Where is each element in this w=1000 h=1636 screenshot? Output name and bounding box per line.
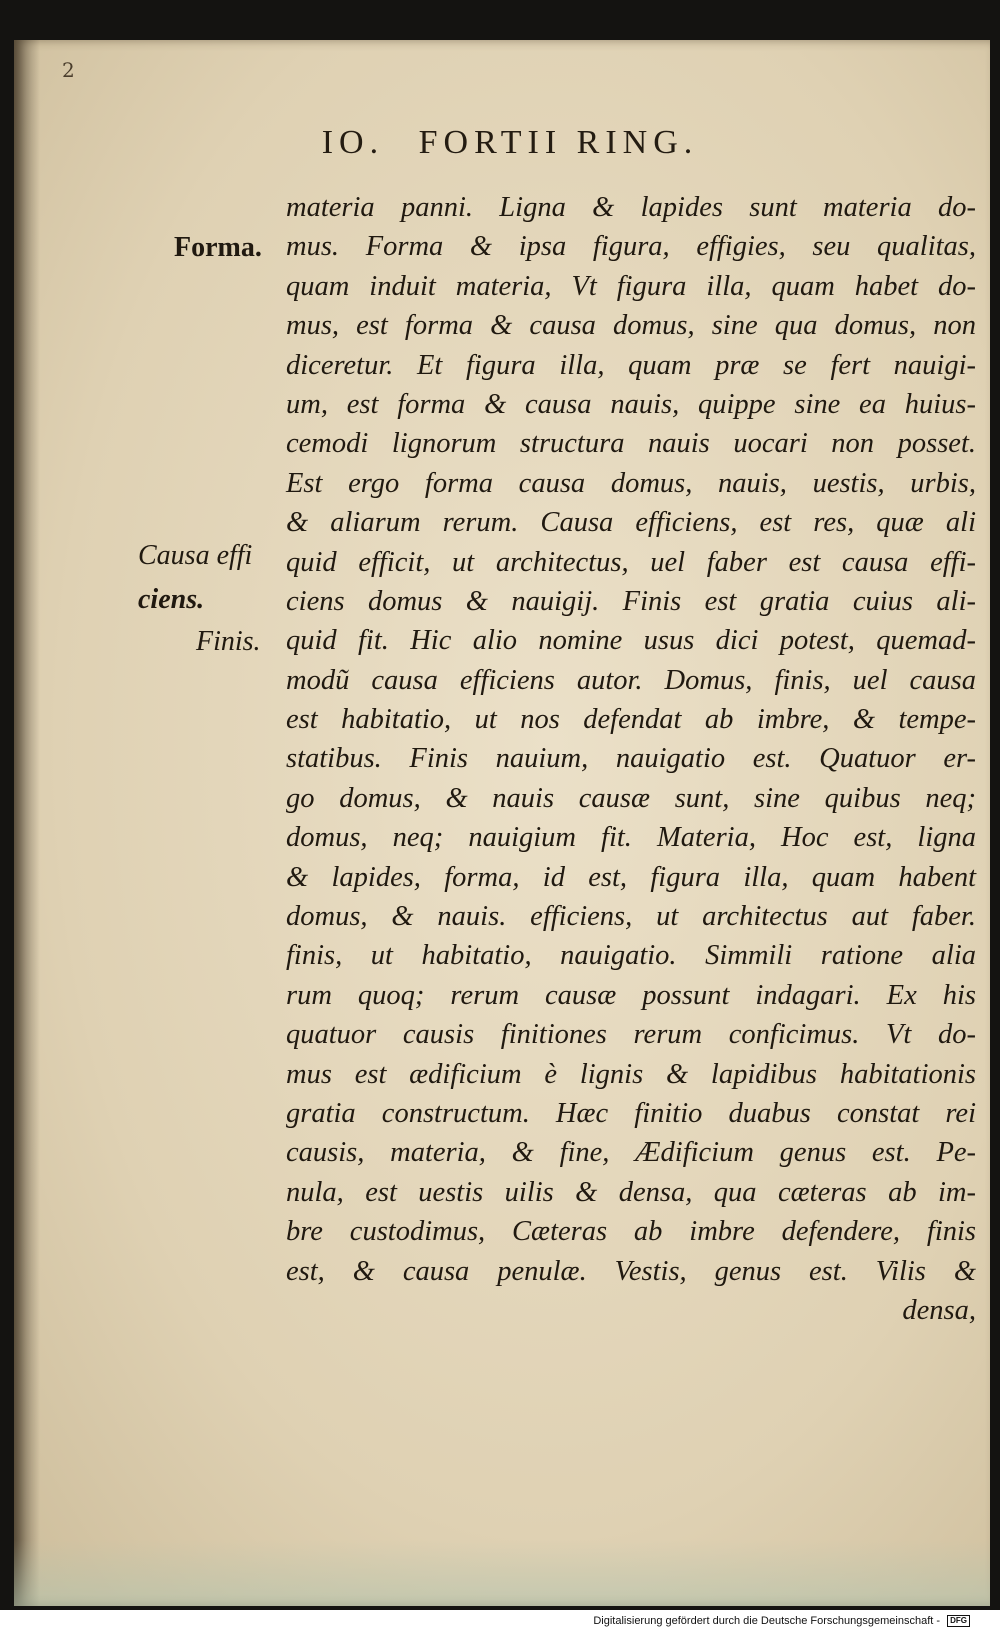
text-line: mus est ædificium è lignis & lapidibus habitationis bbox=[286, 1058, 976, 1090]
text-line: materia panni. Ligna & lapides sunt materia do- bbox=[286, 192, 976, 223]
text-line: nula, est uestis uilis & densa, qua cæteras ab im- bbox=[286, 1176, 976, 1208]
marginal-note-causa-line1: Causa effi bbox=[138, 540, 253, 571]
text-line: diceretur. Et figura illa, quam præ se fert nauigi- bbox=[286, 349, 976, 381]
text-line: quatuor causis finitiones rerum conficimus. Vt do- bbox=[286, 1019, 976, 1051]
marginal-note-finis: Finis. bbox=[196, 626, 261, 657]
catchword: densa, bbox=[902, 1294, 976, 1326]
text-line: domus, & nauis. efficiens, ut architectus aut faber. bbox=[286, 901, 976, 933]
page-bottom-tint bbox=[14, 1540, 990, 1606]
text-line: go domus, & nauis causæ sunt, sine quibus neq; bbox=[286, 782, 976, 814]
text-line: ciens domus & nauigij. Finis est gratia cuius ali- bbox=[286, 585, 976, 617]
text-line: cemodi lignorum structura nauis uocari non posset. bbox=[286, 428, 976, 460]
text-line: causis, materia, & fine, Ædificium genus est. Pe- bbox=[286, 1137, 976, 1169]
text-line: rum quoq; rerum causæ possunt indagari. Ex his bbox=[286, 979, 976, 1011]
text-line: domus, neq; nauigium fit. Materia, Hoc est, ligna bbox=[286, 822, 976, 854]
footer-credit: Digitalisierung gefördert durch die Deutsche Forschungsgemeinschaft - bbox=[593, 1615, 941, 1627]
page-number: IO. bbox=[321, 124, 385, 161]
text-line: & aliarum rerum. Causa efficiens, est res, quæ ali bbox=[286, 507, 976, 539]
text-line: quid efficit, ut architectus, uel faber est causa effi- bbox=[286, 546, 976, 578]
text-line: est, & causa penulæ. Vestis, genus est. Vilis & bbox=[286, 1255, 976, 1287]
text-line: quam induit materia, Vt figura illa, quam habet do- bbox=[286, 270, 976, 302]
text-line: est habitatio, ut nos defendat ab imbre, & tempe- bbox=[286, 704, 976, 736]
text-line: statibus. Finis nauium, nauigatio est. Quatuor er- bbox=[286, 743, 976, 775]
text-line: & lapides, forma, id est, figura illa, quam habent bbox=[286, 861, 976, 893]
running-head bbox=[0, 124, 1000, 162]
marginal-note-causa-line2: ciens. bbox=[138, 584, 205, 615]
dfg-logo: DFG bbox=[947, 1615, 970, 1627]
text-line: quid fit. Hic alio nomine usus dici potest, quemad- bbox=[286, 625, 976, 657]
body-text bbox=[286, 188, 976, 1330]
text-line: mus. Forma & ipsa figura, effigies, seu qualitas, bbox=[286, 231, 976, 263]
text-line: bre custodimus, Cæteras ab imbre defendere, finis bbox=[286, 1216, 976, 1248]
text-line: mus, est forma & causa domus, sine qua domus, non bbox=[286, 310, 976, 342]
text-line: modũ causa efficiens autor. Domus, finis, uel causa bbox=[286, 664, 976, 696]
gutter-shadow bbox=[14, 40, 40, 1606]
marginal-note-forma: Forma. bbox=[174, 232, 262, 263]
text-line: gratia constructum. Hæc finitio duabus constat rei bbox=[286, 1097, 976, 1129]
text-line: Est ergo forma causa domus, nauis, uestis, urbis, bbox=[286, 467, 976, 499]
running-title: FORTII RING. bbox=[418, 124, 699, 161]
text-line: finis, ut habitatio, nauigatio. Simmili ratione alia bbox=[286, 940, 976, 972]
corner-mark: 2 bbox=[62, 58, 75, 82]
text-line: um, est forma & causa nauis, quippe sine ea huius- bbox=[286, 388, 976, 420]
digitization-footer bbox=[593, 1615, 970, 1627]
